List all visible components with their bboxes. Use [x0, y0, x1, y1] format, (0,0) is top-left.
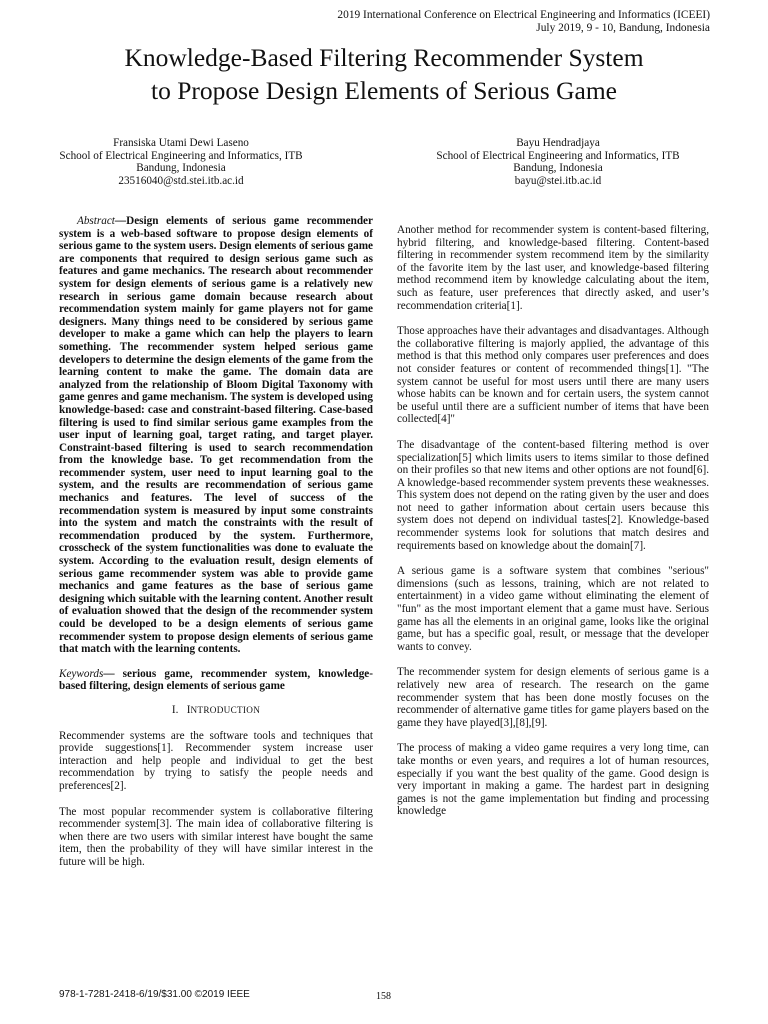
abstract-text: —Design elements of serious game recommender system is a web-based software to propose design elements of serious game to the system users. Design elements of serious game are components that required to design serious game such as features and game mechanics. The research about recommender system for design elements of serious game is a relatively new research in serious game domain because research about recommendation system mainly for game players not for game designers. Many things need to be considered by serious game developer to make a game which can help the players to learn something. The recommender system helped serious game developers to determine the design elements of the game from the learning content to make the game. The domain data are analyzed from the relationship of Bloom Digital Taxonomy with game genres and game mechanism. The system is developed using knowledge-based: case and constraint-based filtering. Case-based filtering is used to find similar serious game examples from the user input of learning goal, target rating, and target player. Constraint-based filtering is used to search recommendation from the knowledge base. To get recommendation from the recommender system, user need to input learning goal to the system, and the results are recommendation of serious game mechanics and features. The level of success of the recommendation system is measured by input some constraints into the system and match the constraints with the result of recommendation produced by the system. Furthermore, crosscheck of the system functionalities was done to evaluate the system. According to the evaluation result, design elements of serious game recommender system was able to provide game mechanics and game features as the base of serious game designing which suitable with the learning content. Another result of evaluation showed that the design of the recommender system could be developed to be a design elements of serious game recommender system to propose design elements of serious game that match with the learning contents. — [59, 215, 373, 656]
author-affiliation: School of Electrical Engineering and Informatics, ITB — [59, 149, 303, 162]
author-name: Fransiska Utami Dewi Laseno — [113, 137, 249, 149]
paragraph: The disadvantage of the content-based filtering method is over specialization[5] which limits users to items similar to those defined on their profiles so that new items and other options are not found[6]. A knowledge-based recommender system prevents these weaknesses. This system does not depend on the rating given by the user and does not need to gather information about certain users because this system does not depend on individual tastes[2]. Knowledge-based recommender systems look for solutions that match desires and requirements based on knowledge about the domain[7]. — [397, 438, 709, 552]
abstract — [59, 215, 373, 656]
left-column — [59, 215, 373, 882]
author-email: 23516040@std.stei.itb.ac.id — [118, 174, 244, 187]
abstract-label: Abstract — [77, 215, 115, 227]
conference-name: 2019 International Conference on Electrical Engineering and Informatics (ICEEI) — [337, 9, 710, 21]
paragraph: A serious game is a software system that combines "serious" dimensions (such as lessons, training, which are not related to entertainment) in a video game without eliminating the element of "fun" as the most important element that a game must have. Serious game has all the elements in an original game, looks like the original game, but has a specific goal, result, or message that the developer wants to convey. — [397, 565, 709, 653]
author-name: Bayu Hendradjaya — [516, 137, 600, 149]
page-number: 158 — [376, 991, 391, 1002]
keywords — [59, 668, 373, 693]
keywords-label: Keywords — [59, 667, 104, 680]
conference-header — [337, 9, 710, 35]
paragraph: Recommender systems are the software tools and techniques that provide suggestions[1]. Recommender system increase user interaction and help people and individual to get the best recommendation by trying to satisfy the people needs and preferences[2]. — [59, 729, 373, 792]
section-title-rest: NTRODUCTION — [190, 704, 261, 715]
author-email: bayu@stei.itb.ac.id — [514, 174, 602, 187]
title-line-1: Knowledge-Based Filtering Recommender System — [124, 43, 644, 72]
paper-title — [0, 41, 768, 107]
author-affiliation: School of Electrical Engineering and Informatics, ITB — [436, 149, 680, 162]
right-column — [397, 224, 709, 831]
paragraph: The recommender system for design elements of serious game is a relatively new area of research. The research on the game recommender system that has been done mostly focuses on the recommender of alternative game titles for game players based on the game they have played[3],[8],[9]. — [397, 666, 709, 729]
title-line-2: to Propose Design Elements of Serious Game — [150, 76, 617, 105]
section-heading-introduction — [59, 704, 373, 717]
paragraph: Another method for recommender system is content-based filtering, hybrid filtering, and knowledge-based filtering. Content-based filtering in recommender system recommend item by the similarity of the favorite item by the last user, and knowledge-based filtering method recommend item by knowledge calculating about the item, such as feature, user preferences that directly asked, and user’s recommendation criteria[1]. — [397, 224, 709, 312]
paragraph: The most popular recommender system is collaborative filtering recommender system[3]. The main idea of collaborative filtering is when there are two users with similar interest have bought the same item, then the probability of they will have similar interest in the future will be high. — [59, 805, 373, 868]
conference-dates: July 2019, 9 - 10, Bandung, Indonesia — [536, 22, 710, 34]
paragraph: The process of making a video game requires a very long time, can take months or even years, and requires a lot of human resources, especially if you want the best quality of the game. Good design is very important in making a game. The hardest part in designing games is not the game implementation but finding and processing knowledge — [397, 742, 709, 818]
author-block-1 — [31, 137, 331, 187]
section-number: I. — [171, 703, 179, 716]
author-location: Bandung, Indonesia — [513, 162, 603, 175]
keywords-text: — serious game, recommender system, knowledge-based filtering, design elements of serious game — [59, 667, 373, 693]
author-block-2 — [408, 137, 708, 187]
paragraph: Those approaches have their advantages and disadvantages. Although the collaborative filtering is majorly applied, the advantage of this method is that this method only compares user preferences and does not consider features or content of recommended things[1]. "The system cannot be useful for most users until there are many users whose habits can be known and for certain users, the system cannot be useful until there are a sufficient number of items that have been collected[4]" — [397, 325, 709, 426]
author-location: Bandung, Indonesia — [136, 162, 226, 175]
copyright-notice: 978-1-7281-2418-6/19/$31.00 ©2019 IEEE — [59, 989, 250, 1000]
section-title-initial: I — [186, 703, 191, 716]
